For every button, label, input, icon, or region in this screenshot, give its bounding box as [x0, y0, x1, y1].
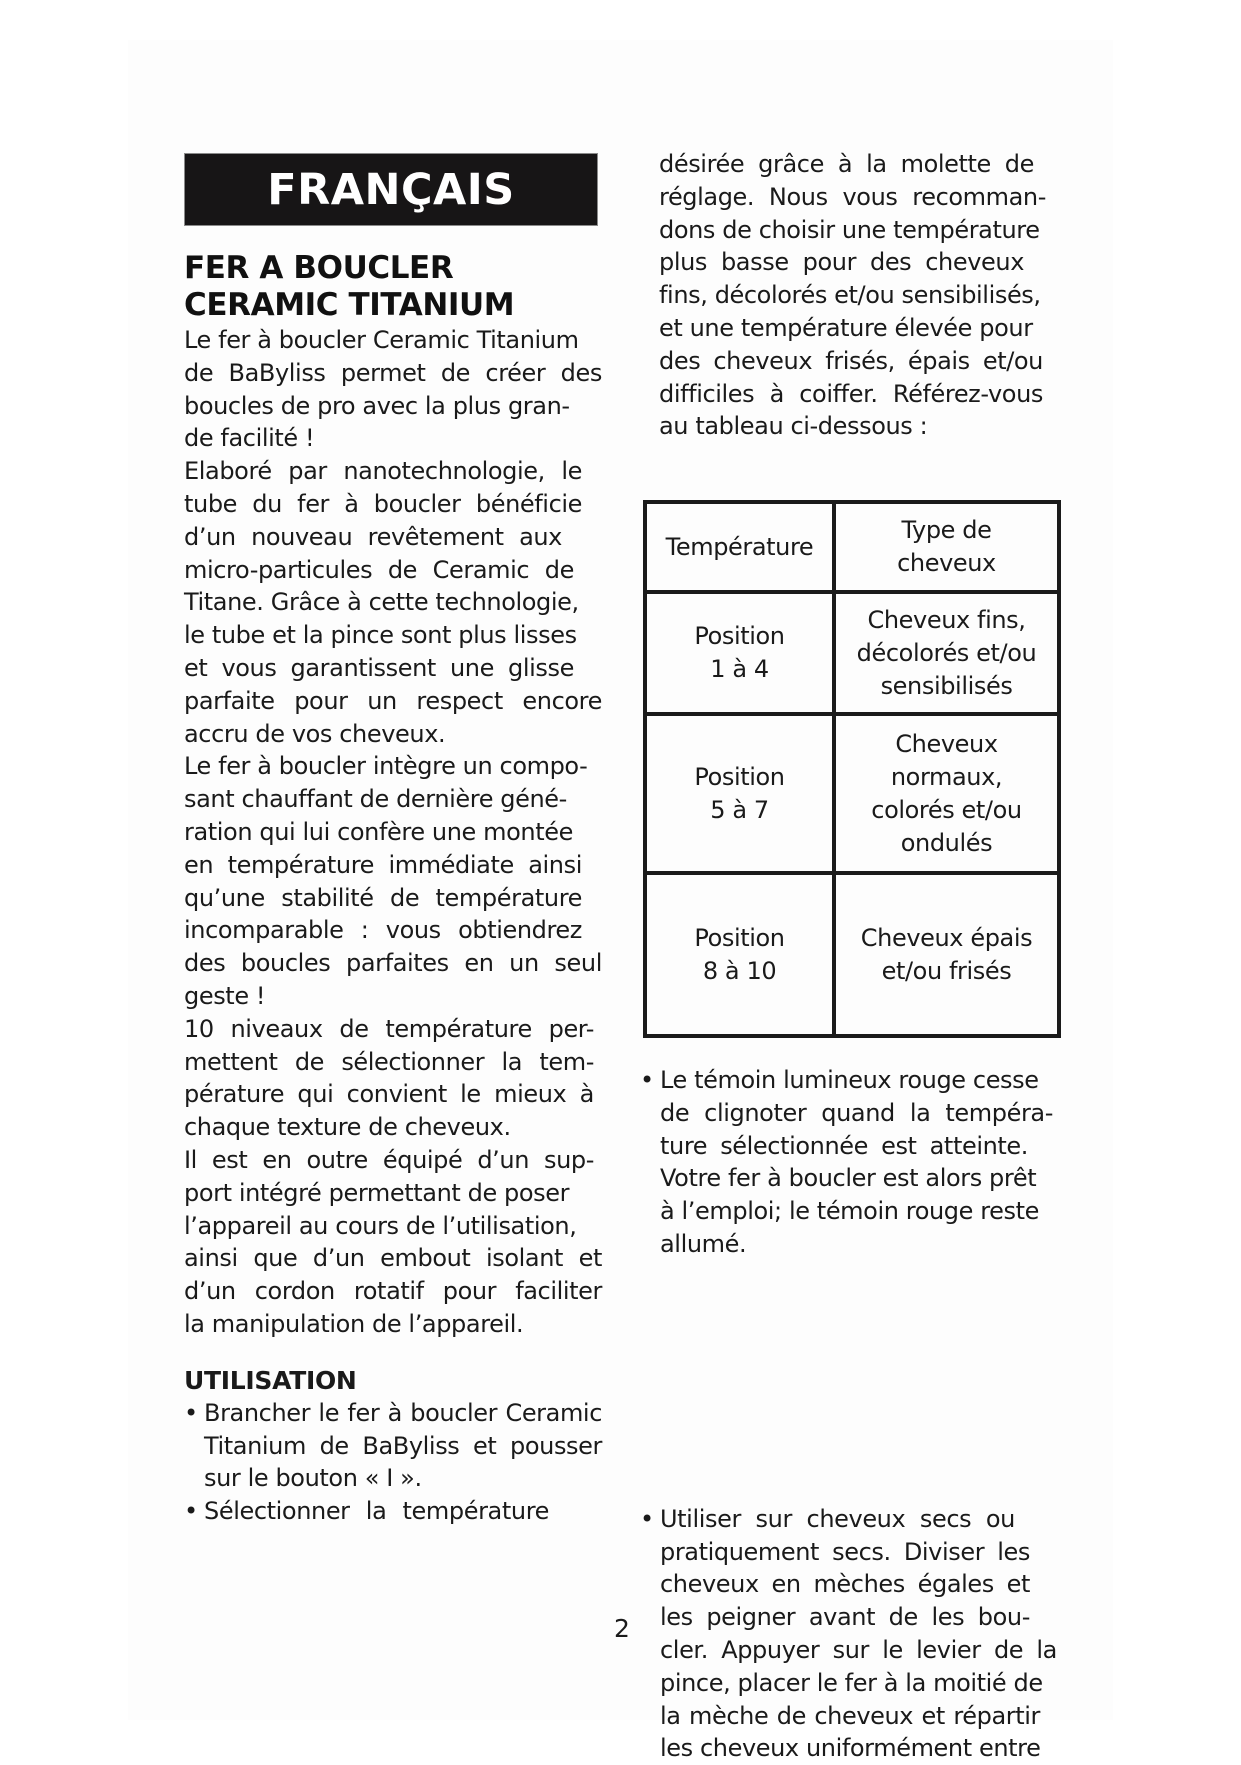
text-line: réglage. Nous vous recomman- — [659, 182, 1046, 211]
cell-hair-type: Cheveux fins, décolorés et/ou sensibilisés — [834, 592, 1059, 714]
header-temperature: Température — [645, 502, 834, 592]
text-line: pérature qui convient le mieux à — [184, 1080, 594, 1109]
table-header-row — [645, 502, 1059, 592]
text-line: la manipulation de l’appareil. — [184, 1309, 524, 1338]
text-line: dons de choisir une température — [659, 215, 1040, 244]
text-line: cler. Appuyer sur le levier de la — [660, 1635, 1057, 1664]
title-line: FER A BOUCLER — [184, 250, 454, 286]
text-line: plus basse pour des cheveux — [659, 248, 1024, 277]
cell-temperature: Position 1 à 4 — [645, 592, 834, 714]
text-line: le tube et la pince sont plus lisses — [184, 621, 577, 650]
temperature-table — [643, 500, 1061, 1038]
text-line: tube du fer à boucler bénéficie — [184, 489, 582, 518]
text-line: ainsi que d’un embout isolant et — [184, 1244, 602, 1273]
cell-hair-type: Cheveux normaux, colorés et/ou ondulés — [834, 714, 1059, 873]
bullet-icon: • — [184, 1497, 199, 1526]
text-line: Le fer à boucler intègre un compo- — [184, 752, 588, 781]
text-line: désirée grâce à la molette de — [659, 150, 1034, 178]
text-line: d’un cordon rotatif pour faciliter — [184, 1277, 602, 1306]
text-line: port intégré permettant de poser — [184, 1178, 570, 1207]
text-line: d’un nouveau revêtement aux — [184, 522, 562, 551]
text-line: de clignoter quand la tempéra- — [660, 1098, 1053, 1127]
text-line: mettent de sélectionner la tem- — [184, 1047, 594, 1076]
table-row — [645, 714, 1059, 873]
text-line: de facilité ! — [184, 424, 315, 453]
text-line: Titane. Grâce à cette technologie, — [184, 588, 579, 617]
text-line: à l’emploi; le témoin rouge reste — [660, 1197, 1040, 1226]
usage-heading: UTILISATION — [184, 1365, 357, 1395]
right-column-continuation — [659, 148, 1059, 443]
text-line: ture sélectionnée est atteinte. — [660, 1131, 1028, 1160]
indicator-bullet — [640, 1064, 1080, 1261]
bullet-icon: • — [640, 1504, 655, 1533]
usage-bullet — [184, 1397, 602, 1495]
page-number: 2 — [614, 1614, 630, 1643]
title-line: CERAMIC TITANIUM — [184, 287, 515, 323]
text-line: l’appareil au cours de l’utilisation, — [184, 1211, 577, 1240]
text-line: des cheveux frisés, épais et/ou — [659, 346, 1043, 375]
bullet-icon: • — [184, 1398, 199, 1427]
table-row — [645, 592, 1059, 714]
text-line: Utiliser sur cheveux secs ou — [660, 1504, 1015, 1533]
text-line: Sélectionner la température — [204, 1497, 549, 1526]
cell-hair-type: Cheveux épais et/ou frisés — [834, 873, 1059, 1036]
text-line: chaque texture de cheveux. — [184, 1113, 511, 1142]
text-line: en température immédiate ainsi — [184, 850, 582, 879]
text-line: Il est en outre équipé d’un sup- — [184, 1145, 594, 1174]
text-line: Le fer à boucler Ceramic Titanium — [184, 326, 579, 354]
text-line: et une température élevée pour — [659, 313, 1033, 342]
text-line: Brancher le fer à boucler Ceramic — [204, 1398, 602, 1427]
text-line: ration qui lui confère une montée — [184, 817, 573, 846]
text-line: de BaByliss permet de créer des — [184, 358, 602, 387]
left-column — [184, 250, 602, 1528]
text-line: micro-particules de Ceramic de — [184, 555, 574, 584]
text-line: difficiles à coiffer. Référez-vous — [659, 379, 1043, 408]
text-line: geste ! — [184, 981, 266, 1010]
text-line: Votre fer à boucler est alors prêt — [660, 1164, 1037, 1193]
header-hair-type: Type de cheveux — [834, 502, 1059, 592]
text-line: 10 niveaux de température per- — [184, 1014, 594, 1043]
text-line: parfaite pour un respect encore — [184, 686, 602, 715]
text-line: pince, placer le fer à la moitié de — [660, 1668, 1043, 1697]
text-line: boucles de pro avec la plus gran- — [184, 391, 570, 420]
text-line: sant chauffant de dernière géné- — [184, 785, 567, 814]
text-line: Le témoin lumineux rouge cesse — [660, 1066, 1039, 1094]
language-banner — [184, 153, 598, 226]
text-line: qu’une stabilité de température — [184, 883, 582, 912]
cell-temperature: Position 8 à 10 — [645, 873, 834, 1036]
text-line: des boucles parfaites en un seul — [184, 949, 602, 978]
text-line: sur le bouton « I ». — [204, 1464, 422, 1493]
text-line: les peigner avant de les bou- — [660, 1603, 1030, 1632]
product-title — [184, 250, 602, 324]
text-line: Titanium de BaByliss et pousser — [204, 1431, 602, 1460]
text-line: cheveux en mèches égales et — [660, 1570, 1030, 1599]
text-line: pratiquement secs. Diviser les — [660, 1537, 1030, 1566]
intro-paragraph — [184, 324, 602, 1341]
cell-temperature: Position 5 à 7 — [645, 714, 834, 873]
text-line: incomparable : vous obtiendrez — [184, 916, 582, 945]
usage-instructions-bullet — [640, 1503, 1080, 1765]
text-line: fins, décolorés et/ou sensibilisés, — [659, 281, 1041, 310]
text-line: la mèche de cheveux et répartir — [660, 1701, 1040, 1730]
table-row — [645, 873, 1059, 1036]
text-line: allumé. — [660, 1229, 747, 1258]
language-banner-label: FRANÇAIS — [267, 164, 515, 215]
text-line: les cheveux uniformément entre — [660, 1734, 1041, 1763]
bullet-icon: • — [640, 1066, 655, 1094]
usage-bullet — [184, 1495, 602, 1528]
text-line: au tableau ci-dessous : — [659, 412, 928, 441]
text-line: Elaboré par nanotechnologie, le — [184, 457, 582, 486]
text-line: et vous garantissent une glisse — [184, 653, 574, 682]
text-line: accru de vos cheveux. — [184, 719, 446, 748]
